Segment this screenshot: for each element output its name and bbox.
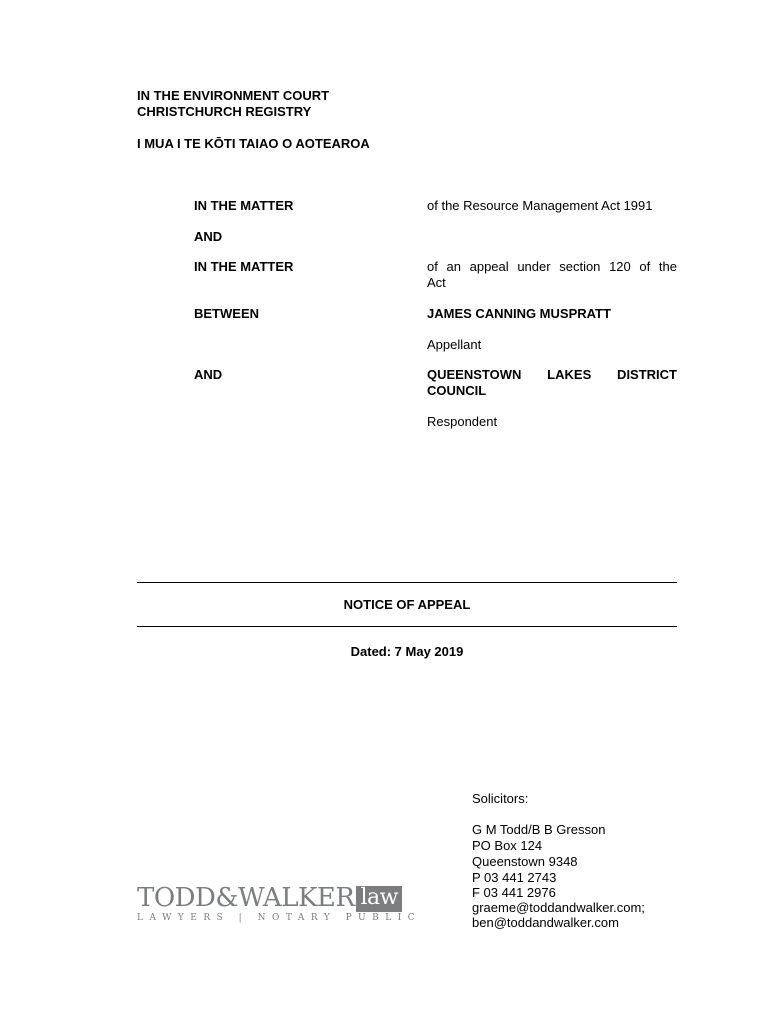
divider-bottom <box>137 626 677 627</box>
court-registry: CHRISTCHURCH REGISTRY <box>137 104 312 119</box>
solicitor-email-2: ben@toddandwalker.com <box>472 915 619 930</box>
solicitors-heading: Solicitors: <box>472 791 529 806</box>
party-label-5: AND <box>194 367 223 382</box>
solicitor-city: Queenstown 9348 <box>472 854 578 869</box>
party-value-3-line1: of an appeal under section 120 of the <box>427 259 677 274</box>
court-name-maori: I MUA I TE KŌTI TAIAO O AOTEAROA <box>137 136 370 151</box>
party-label-2: AND <box>194 229 223 244</box>
court-name: IN THE ENVIRONMENT COURT <box>137 88 330 103</box>
document-date: Dated: 7 May 2019 <box>350 644 464 659</box>
solicitor-email-1: graeme@toddandwalker.com; <box>472 900 645 915</box>
party-label-1: IN THE MATTER <box>194 198 294 213</box>
divider-top <box>137 582 677 583</box>
document-title: NOTICE OF APPEAL <box>343 597 471 612</box>
solicitor-fax: F 03 441 2976 <box>472 885 556 900</box>
solicitor-phone: P 03 441 2743 <box>472 870 557 885</box>
logo-subtitle: LAWYERS | NOTARY PUBLIC <box>137 913 422 923</box>
respondent-name-line1: QUEENSTOWN LAKES DISTRICT <box>427 367 677 382</box>
logo-wordmark: TODD&WALKER law <box>137 884 421 912</box>
party-value-1: of the Resource Management Act 1991 <box>427 198 653 213</box>
party-value-3-line2: Act <box>427 275 446 290</box>
appellant-name: JAMES CANNING MUSPRATT <box>427 306 611 321</box>
respondent-name-line2: COUNCIL <box>427 383 487 398</box>
logo-law-badge: law <box>356 886 401 912</box>
party-label-3: IN THE MATTER <box>194 259 294 274</box>
party-label-4: BETWEEN <box>194 306 259 321</box>
solicitor-po-box: PO Box 124 <box>472 838 543 853</box>
respondent-role: Respondent <box>427 414 498 429</box>
appellant-role: Appellant <box>427 337 482 352</box>
solicitor-names: G M Todd/B B Gresson <box>472 822 606 837</box>
firm-logo <box>137 884 421 924</box>
